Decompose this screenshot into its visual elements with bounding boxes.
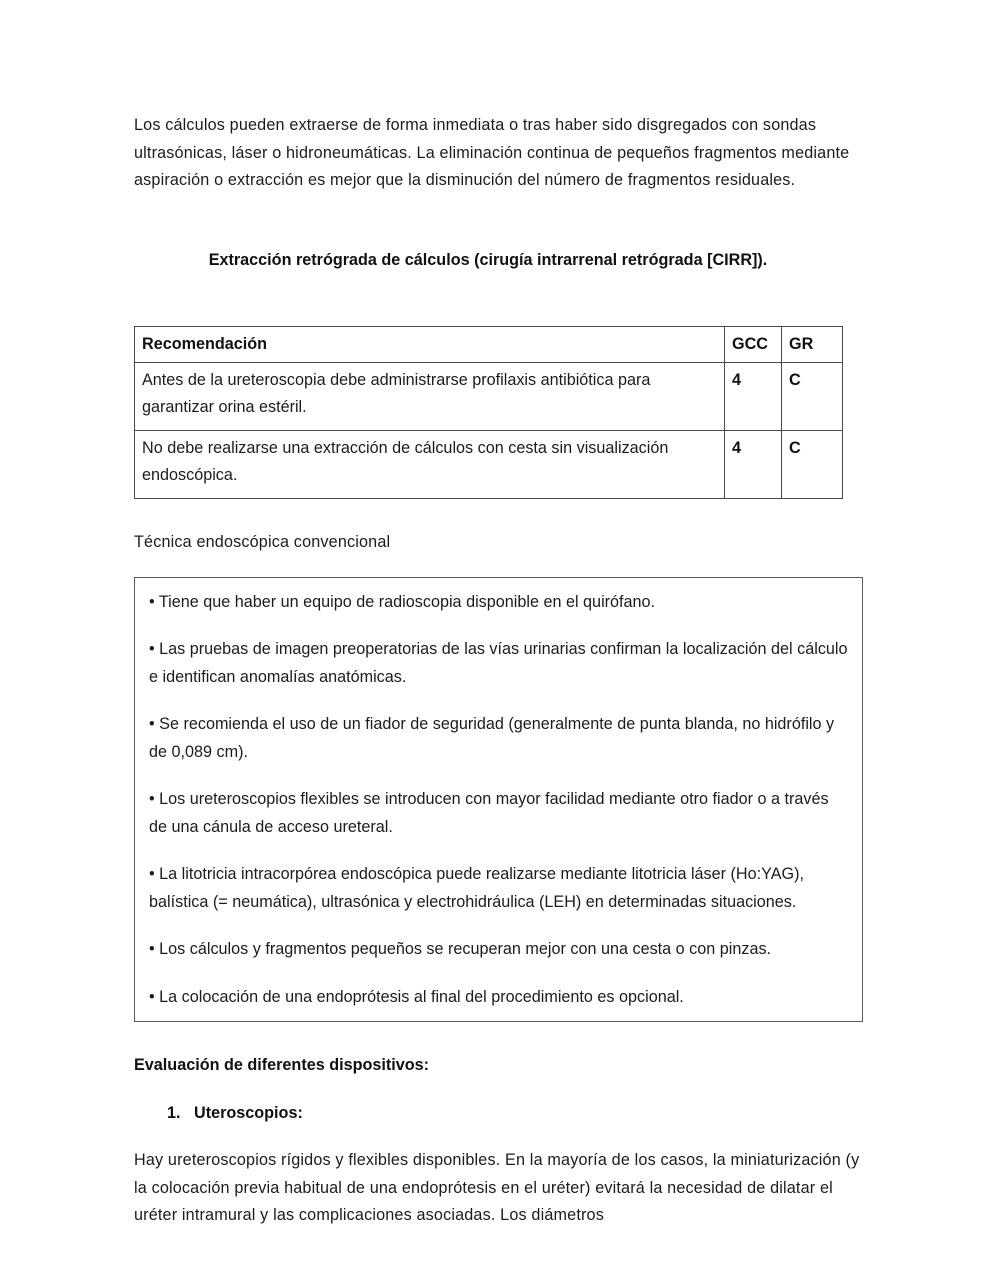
table-header-row xyxy=(135,327,843,363)
table-row xyxy=(135,431,843,499)
table-cell-gr: C xyxy=(782,431,843,499)
document-body xyxy=(134,112,864,1230)
list-item xyxy=(149,984,848,1012)
recommendation-table xyxy=(134,326,843,499)
list-item-text: • La litotricia intracorpórea endoscópica puede realizarse mediante litotricia láser (Ho:YAG), balística (= neumática), ultrasónica y electrohidráulica (LEH) en determinadas situaciones. xyxy=(149,865,804,911)
list-item: Uteroscopios: xyxy=(194,1103,303,1122)
spacer xyxy=(134,1080,864,1100)
table-header-recommendation: Recomendación xyxy=(135,327,725,363)
spacer xyxy=(134,499,864,529)
device-numbered-list xyxy=(134,1100,864,1128)
section-heading: Extracción retrógrada de cálculos (cirugía intrarrenal retrógrada [CIRR]). xyxy=(208,250,768,269)
list-item-text: • Los cálculos y fragmentos pequeños se recuperan mejor con una cesta o con pinzas. xyxy=(149,940,772,958)
table-cell-recommendation: Antes de la ureteroscopia debe administrarse profilaxis antibiótica para garantizar orina estéril. xyxy=(135,363,725,431)
evaluation-heading: Evaluación de diferentes dispositivos: xyxy=(134,1056,430,1074)
list-item-text: • Tiene que haber un equipo de radioscopia disponible en el quirófano. xyxy=(149,592,656,611)
technique-bullet-box xyxy=(134,577,863,1023)
list-item-text: • Las pruebas de imagen preoperatorias de las vías urinarias confirman la localización del cálculo e identifican anomalías anatómicas. xyxy=(149,640,848,686)
table-cell-recommendation: No debe realizarse una extracción de cálculos con cesta sin visualización endoscópica. xyxy=(135,431,725,499)
technique-label: Técnica endoscópica convencional xyxy=(134,533,391,551)
list-item xyxy=(149,636,848,691)
list-item xyxy=(149,589,848,617)
list-item-text: • Los ureteroscopios flexibles se introducen con mayor facilidad mediante otro fiador o a través de una cánula de acceso ureteral. xyxy=(149,790,829,836)
spacer xyxy=(134,1022,864,1052)
list-item xyxy=(149,786,848,841)
table-cell-gcc: 4 xyxy=(725,363,782,431)
list-item-text: • La colocación de una endoprótesis al final del procedimiento es opcional. xyxy=(149,987,684,1006)
spacer xyxy=(134,274,864,326)
table-row xyxy=(135,363,843,431)
table-header-gcc: GCC xyxy=(725,327,782,363)
spacer xyxy=(134,195,864,247)
list-item xyxy=(149,711,848,766)
spacer xyxy=(134,1127,864,1147)
intro-paragraph: Los cálculos pueden extraerse de forma inmediata o tras haber sido disgregados con sondas ultrasónicas, láser o hidroneumáticas. La eliminación continua de pequeños fragmentos mediante aspiración o extracción es mejor que la disminución del número de fragmentos residuales. xyxy=(134,116,850,189)
table-cell-gcc: 4 xyxy=(725,431,782,499)
table-header-gr: GR xyxy=(782,327,843,363)
list-item xyxy=(149,936,848,964)
list-item xyxy=(149,861,848,916)
spacer xyxy=(134,557,864,577)
table-cell-gr: C xyxy=(782,363,843,431)
closing-paragraph: Hay ureteroscopios rígidos y flexibles disponibles. En la mayoría de los casos, la miniaturización (y la colocación previa habitual de una endoprótesis en el uréter) evitará la necesidad de dilatar el uréter intramural y las complicaciones asociadas. Los diámetros xyxy=(134,1151,860,1224)
list-item-text: • Se recomienda el uso de un fiador de seguridad (generalmente de punta blanda, no hidrófilo y de 0,089 cm). xyxy=(149,715,835,761)
